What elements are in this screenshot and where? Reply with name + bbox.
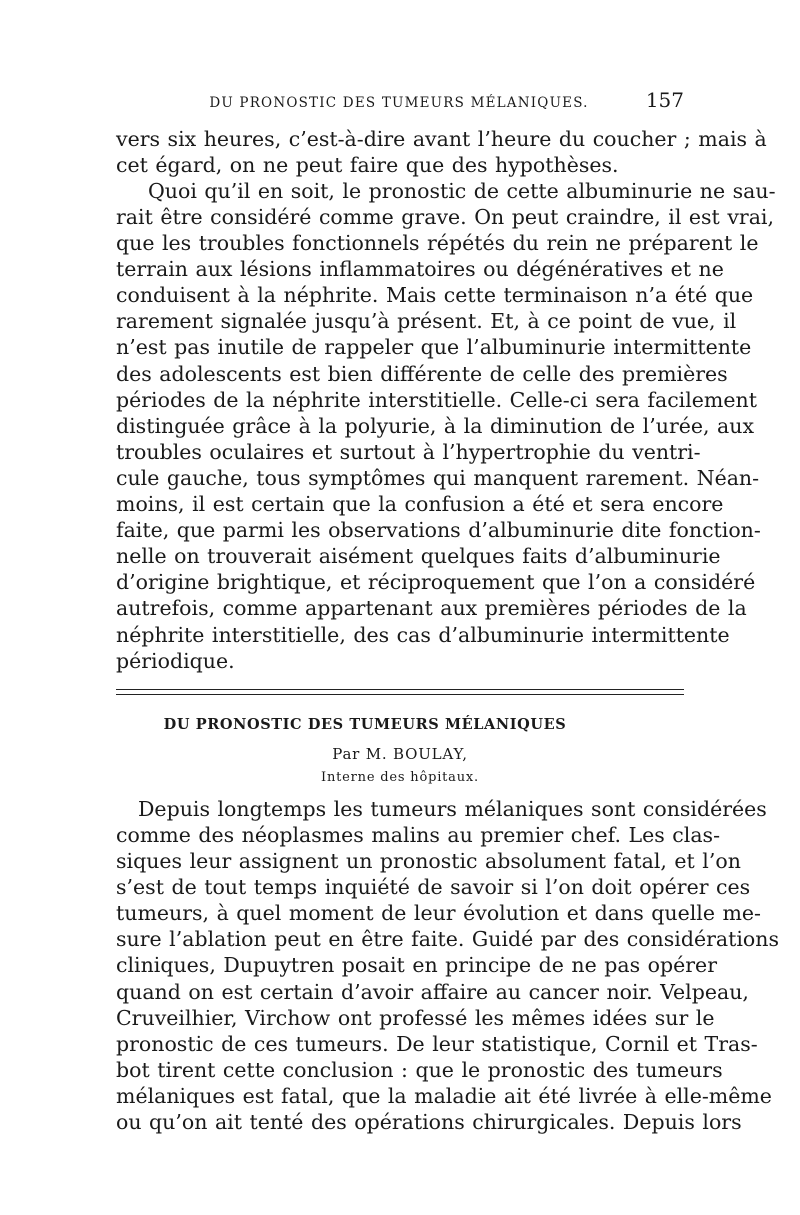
text-line: faite, que parmi les observations d’albuminurie dite fonction- [116,518,761,543]
text-line: siques leur assignent un pronostic absolument fatal, et l’on [116,849,741,874]
article-title: DU PRONOSTIC DES TUMEURS MÉLANIQUES [163,716,567,733]
continuation-paragraph [116,126,767,152]
text-line: autrefois, comme appartenant aux premières périodes de la [116,596,747,621]
running-header [118,88,684,118]
section-divider-top [116,689,684,690]
text-line: mélaniques est fatal, que la maladie ait été livrée à elle-même [116,1083,772,1108]
text-line: distinguée grâce à la polyurie, à la diminution de l’urée, aux [116,413,755,438]
text-line: conduisent à la néphrite. Mais cette terminaison n’a été que [116,283,754,308]
page-number: 157 [645,88,684,112]
text-line: cet égard, on ne peut faire que des hypothèses. [116,153,619,177]
text-line: comme des néoplasmes malins au premier chef. Les clas- [116,823,720,847]
text-line: rarement signalée jusqu’à présent. Et, à ce point de vue, il [116,309,737,334]
text-line: que les troubles fonctionnels répétés du rein ne préparent le [116,231,759,256]
text-line: pronostic de ces tumeurs. De leur statistique, Cornil et Tras- [116,1031,758,1056]
article-first-line [116,796,767,822]
text-line: Cruveilhier, Virchow ont professé les mêmes idées sur le [116,1005,715,1030]
author-role: Interne des hôpitaux. [321,770,479,785]
text-line: Depuis longtemps les tumeurs mélaniques sont considérées [138,797,767,821]
text-line: périodique. [116,649,235,673]
continuation-paragraph-end [116,152,684,178]
text-line: moins, il est certain que la confusion a été et sera encore [116,492,724,517]
article-byline: Par M. BOULAY, [332,745,468,763]
text-line: troubles oculaires et surtout à l’hypertrophie du ventri- [116,439,701,464]
conclusion-paragraph-body [116,204,774,648]
text-line: des adolescents est bien différente de celle des premières [116,361,728,386]
text-line: quand on est certain d’avoir affaire au cancer noir. Velpeau, [116,979,749,1004]
text-line: n’est pas inutile de rappeler que l’albuminurie intermittente [116,335,752,360]
running-title: DU PRONOSTIC DES TUMEURS MÉLANIQUES. [209,95,589,111]
article-paragraph [116,822,779,1135]
text-line: Quoi qu’il en soit, le pronostic de cette albuminurie ne sau- [148,179,776,203]
text-line: rait être considéré comme grave. On peut craindre, il est vrai, [116,205,774,229]
section-divider-bottom [116,694,684,695]
text-line: nelle on trouverait aisément quelques faits d’albuminurie [116,544,721,569]
text-line: cliniques, Dupuytren posait en principe de ne pas opérer [116,953,717,978]
text-line: néphrite interstitielle, des cas d’albuminurie intermittente [116,622,730,647]
text-line: cule gauche, tous symptômes qui manquent rarement. Néan- [116,465,760,490]
conclusion-paragraph-end [116,648,684,674]
text-line: sure l’ablation peut en être faite. Guidé par des considérations [116,927,779,952]
conclusion-paragraph [116,178,776,204]
text-line: tumeurs, à quel moment de leur évolution et dans quelle me- [116,901,761,926]
text-line: périodes de la néphrite interstitielle. Celle-ci sera facilement [116,387,757,412]
text-line: vers six heures, c’est-à-dire avant l’heure du coucher ; mais à [116,127,767,151]
text-line: bot tirent cette conclusion : que le pronostic des tumeurs [116,1057,723,1082]
text-line: s’est de tout temps inquiété de savoir si l’on doit opérer ces [116,875,751,900]
text-line: ou qu’on ait tenté des opérations chirurgicales. Depuis lors [116,1110,742,1135]
text-line: d’origine brightique, et réciproquement que l’on a considéré [116,570,756,595]
text-line: terrain aux lésions inflammatoires ou dégénératives et ne [116,257,724,282]
